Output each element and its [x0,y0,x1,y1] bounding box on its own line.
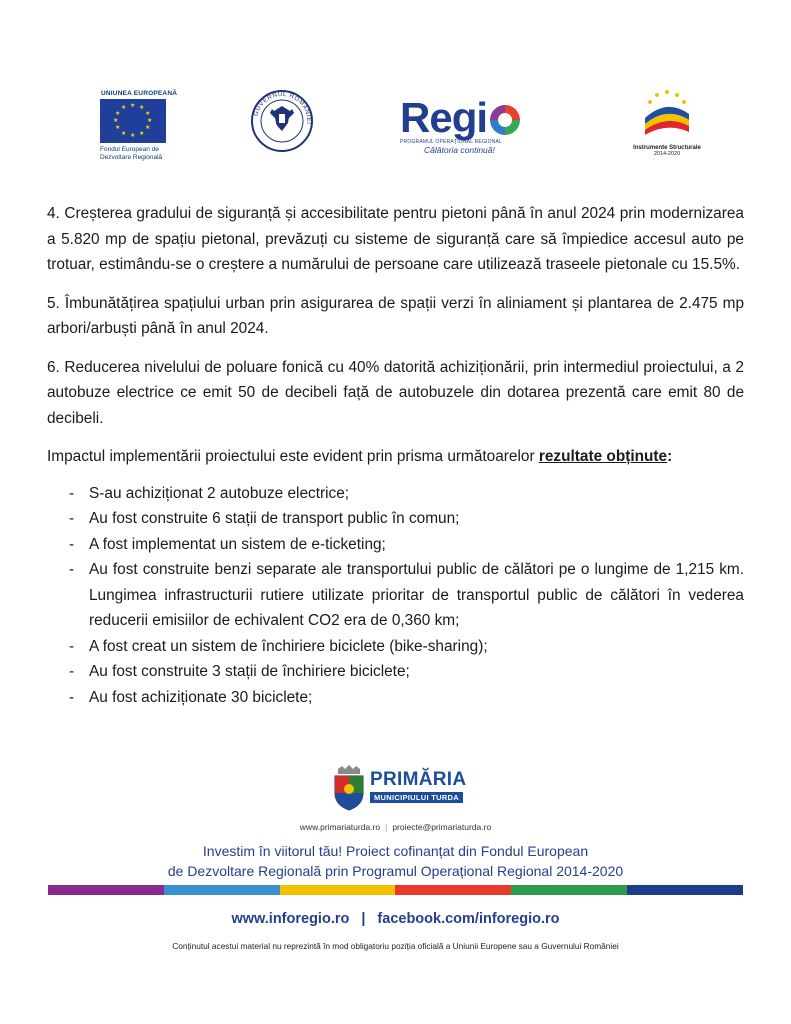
eu-logo-line1: Fondul European de [100,146,159,153]
list-item: - A fost implementat un sistem de e-ticketing; [47,532,744,558]
list-item: - Au fost construite benzi separate ale transportului public de călători pe o lungime de 1,215 km. Lungimea infrastructurii rutiere utilizate prioritar de transportul public de călători în vederea reducerii emisiilor de echivalent CO2 era de 0,360 km; [47,557,744,634]
eu-logo [100,90,180,162]
color-stripe-segment [395,885,511,895]
list-item: - Au fost achiziționate 30 biciclete; [47,685,744,711]
primaria-website-link[interactable]: www.primariaturda.ro [299,822,381,832]
color-stripe-segment [164,885,280,895]
results-intro-emphasis: rezultate obținute [538,448,668,465]
eu-flag-icon: ★ ★ ★ ★ ★ ★ ★ ★ ★ ★ ★ ★ [100,99,166,143]
color-stripe-segment [280,885,396,895]
results-intro-colon: : [667,448,673,465]
funding-slogan [0,841,791,881]
city-crest-icon [332,765,366,811]
paragraph-objective-4: 4. Creșterea gradului de siguranță și accesibilitate pentru pietoni până în anul 2024 prin modernizarea a 5.820 mp de spațiu pietonal, prevăzuți cu sisteme de siguranță care să împiedice accesul auto pe trotuar, estimându-se o creștere a numărului de persoane care utilizează traseele pietonale cu 15.5%. [47,205,744,273]
color-stripe-segment [48,885,164,895]
list-item: - A fost creat un sistem de închiriere biciclete (bike-sharing); [47,634,744,660]
structural-instruments-title: Instrumente Structurale [633,145,701,151]
header-logos [0,86,791,166]
government-seal-icon [250,89,314,153]
results-intro [47,444,744,470]
document-body [47,201,744,710]
list-item: - S-au achiziționat 2 autobuze electrice; [47,481,744,507]
regio-wordmark: Regi [400,94,488,141]
regio-subtitle: PROGRAMUL OPERAȚIONAL REGIONAL [400,139,503,145]
facebook-link[interactable]: facebook.com/inforegio.ro [377,911,560,927]
regio-tagline: Călătoria continuă! [424,145,495,155]
color-stripe-segment [511,885,627,895]
funding-slogan-line1: Investim în viitorul tău! Proiect cofinanțat din Fondul European [202,843,589,859]
primaria-turda-logo [330,763,470,815]
inforegio-links [0,911,791,927]
contact-separator: | [385,822,388,832]
primaria-wordmark: PRIMĂRIA [370,769,467,790]
primaria-subtitle: MUNICIPIULUI TURDA [370,792,463,803]
eu-logo-title: UNIUNEA EUROPEANĂ [101,90,178,97]
regio-logo [400,94,540,155]
color-stripe-segment [627,885,743,895]
government-seal-text: GUVERNUL ROMÂNIEI [252,90,313,125]
eu-logo-subtitle [100,146,180,162]
primaria-email-link[interactable]: proiecte@primariaturda.ro [392,822,492,832]
results-intro-text: Impactul implementării proiectului este evident prin prisma următoarelor [47,448,539,465]
funding-slogan-line2: de Dezvoltare Regională prin Programul Operațional Regional 2014-2020 [167,863,624,879]
structural-instruments-icon [637,88,697,136]
list-item: - Au fost construite 6 stații de transport public în comun; [47,506,744,532]
regio-o-icon [488,103,522,137]
inforegio-website-link[interactable]: www.inforegio.ro [231,911,350,927]
paragraph-objective-5: 5. Îmbunătățirea spațiului urban prin asigurarea de spații verzi în aliniament și plantarea de 2.475 mp arbori/arbuști până în anul 2024. [47,294,744,337]
structural-instruments-logo [622,88,712,157]
links-separator: | [361,911,366,927]
paragraph-objective-6: 6. Reducerea nivelului de poluare fonică cu 40% datorită achiziționării, prin intermediul proiectului, a 2 autobuze electrice ce emit 50 de decibeli față de autobuzele din dotarea prezentă care emit 80 de decibeli. [47,358,744,427]
color-stripe [48,885,743,895]
results-list [47,481,744,711]
disclaimer-text: Conținutul acestui material nu reprezintă în mod obligatoriu poziția oficială a Uniunii Europene sau a Guvernului României [172,941,619,951]
eu-logo-line2: Dezvoltare Regională [100,154,163,161]
list-item: - Au fost construite 3 stații de închiriere biciclete; [47,659,744,685]
structural-instruments-years: 2014-2020 [653,151,681,157]
primaria-contact [0,822,791,832]
